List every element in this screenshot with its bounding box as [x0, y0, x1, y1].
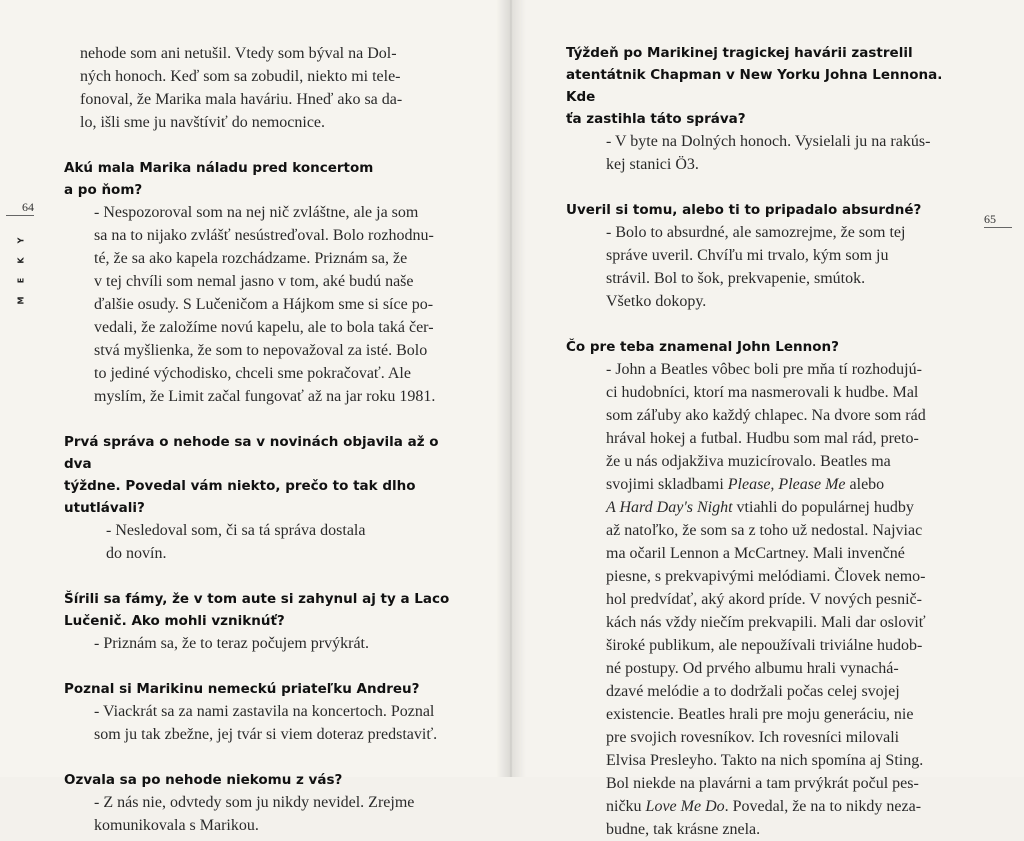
answer-paragraph: - Nesledoval som, či sa tá správa dostala do novín.	[106, 522, 366, 562]
page-number-right: 65	[984, 212, 1012, 228]
left-page	[0, 0, 510, 834]
answer-text-part: vtiahli do populárnej hudby až natoľko, že som sa z toho už nedostal. Najviac ma očaril Lennon a McCartney. Mali invenčné piesne, s prekvapivými melódiami. Človek nemo- hol predvídať, aký akord príde. V nových pesnič- kách nás vždy niečím prekvapili. Mali dar osloviť široké publikum, ale nepoužívali triviálne hudob- né postupy. Od prvého albumu hrali vynachá- dzavé melódie a to dodržali počas celej svojej existencie. Beatles hrali pre moju generáciu, nie pre svojich rovesníkov. Ich rovesníci milovali Elvisa Presleyho. Takto na nich spomína aj Sting. Bol niekde na plavárni a tam prvýkrát počul pes- ničku	[606, 499, 926, 815]
running-title-letter: E	[16, 277, 26, 284]
interview-question: Týždeň po Marikinej tragickej havárii zastrelil atentátnik Chapman v New Yorku Johna Lennona. Kde ťa zastihla táto správa?	[566, 45, 943, 127]
answer-paragraph: - Priznám sa, že to teraz počujem prvýkrát.	[94, 635, 369, 652]
interview-question: Ozvala sa po nehode niekomu z vás?	[64, 772, 343, 788]
song-title: A Hard Day's Night	[606, 499, 733, 516]
interview-question: Poznal si Marikinu nemeckú priateľku Andreu?	[64, 681, 420, 697]
answer-paragraph: - Z nás nie, odvtedy som ju nikdy nevidel. Zrejme komunikovala s Marikou.	[94, 794, 415, 834]
running-title-letter: Y	[16, 237, 26, 244]
answer-paragraph: - Viackrát sa za nami zastavila na koncertoch. Poznal som ju tak zbežne, jej tvár si viem doteraz predstaviť.	[94, 703, 438, 743]
right-text-column	[566, 42, 961, 841]
vertical-running-title	[13, 236, 29, 346]
interview-question: Uveril si tomu, alebo ti to pripadalo absurdné?	[566, 202, 922, 218]
left-text-column	[64, 42, 454, 837]
interview-question: Prvá správa o nehode sa v novinách objavila až o dva týždne. Povedal vám niekto, prečo to tak dlho ututlávali?	[64, 434, 439, 516]
running-title-letter: M	[16, 296, 26, 305]
answer-text-part: alebo	[849, 476, 885, 493]
song-title: Please, Please Me	[727, 476, 846, 493]
running-title-letter: K	[16, 257, 26, 264]
answer-paragraph: - Bolo to absurdné, ale samozrejme, že som tej správe uveril. Chvíľu mi trvalo, kým som ju strávil. Bol to šok, prekvapenie, smútok. Všetko dokopy.	[606, 224, 906, 310]
answer-paragraph: - Nespozoroval som na nej nič zvláštne, ale ja som sa na to nijako zvlášť nesústreďoval. Bolo rozhodnu- té, že sa ako kapela rozchádzame. Priznám sa, že v tej chvíli som nemal jasno v tom, aké budú naše ďalšie osudy. S Lučeničom a Hájkom sme si síce po- vedali, že založíme novú kapelu, ale to bola taká čer- stvá myšlienka, že som to nepovažoval za isté. Bolo to jediné východisko, chceli sme pokračovať. Ale myslím, že Limit začal fungovať až na jar roku 1981.	[94, 204, 436, 405]
answer-text-part: - John a Beatles vôbec boli pre mňa tí rozhodujú- ci hudobníci, ktorí ma nasmerovali k hudbe. Mal som záľuby ako každý chlapec. Na dvore som rád hrával hokej a futbal. Hudbu som mal rád, preto- že u nás odjakživa muzicírovalo. Beatles ma svojimi skladbami	[606, 361, 926, 493]
page-number-left: 64	[6, 200, 34, 216]
answer-paragraph: - V byte na Dolných honoch. Vysielali ju na rakús- kej stanici Ö3.	[606, 133, 931, 173]
answer-paragraph-lennon	[606, 358, 961, 841]
book-gutter	[496, 0, 526, 777]
song-title: Love Me Do	[645, 798, 725, 815]
interview-question: Akú mala Marika náladu pred koncertom a po ňom?	[64, 160, 374, 198]
interview-question: Čo pre teba znamenal John Lennon?	[566, 339, 839, 355]
interview-question: Šírili sa fámy, že v tom aute si zahynul aj ty a Laco Lučenič. Ako mohli vzniknúť?	[64, 591, 450, 629]
answer-paragraph: nehode som ani netušil. Vtedy som býval na Dol- ných honoch. Keď som sa zobudil, niekto mi tele- fonoval, že Marika mala haváriu. Hneď ako sa da- lo, išli sme ju navštíviť do nemocnice.	[80, 45, 403, 131]
right-page	[510, 0, 1024, 838]
answer-text-part: . Povedal, že na to nikdy neza- budne, tak krásne znela.	[606, 798, 922, 838]
